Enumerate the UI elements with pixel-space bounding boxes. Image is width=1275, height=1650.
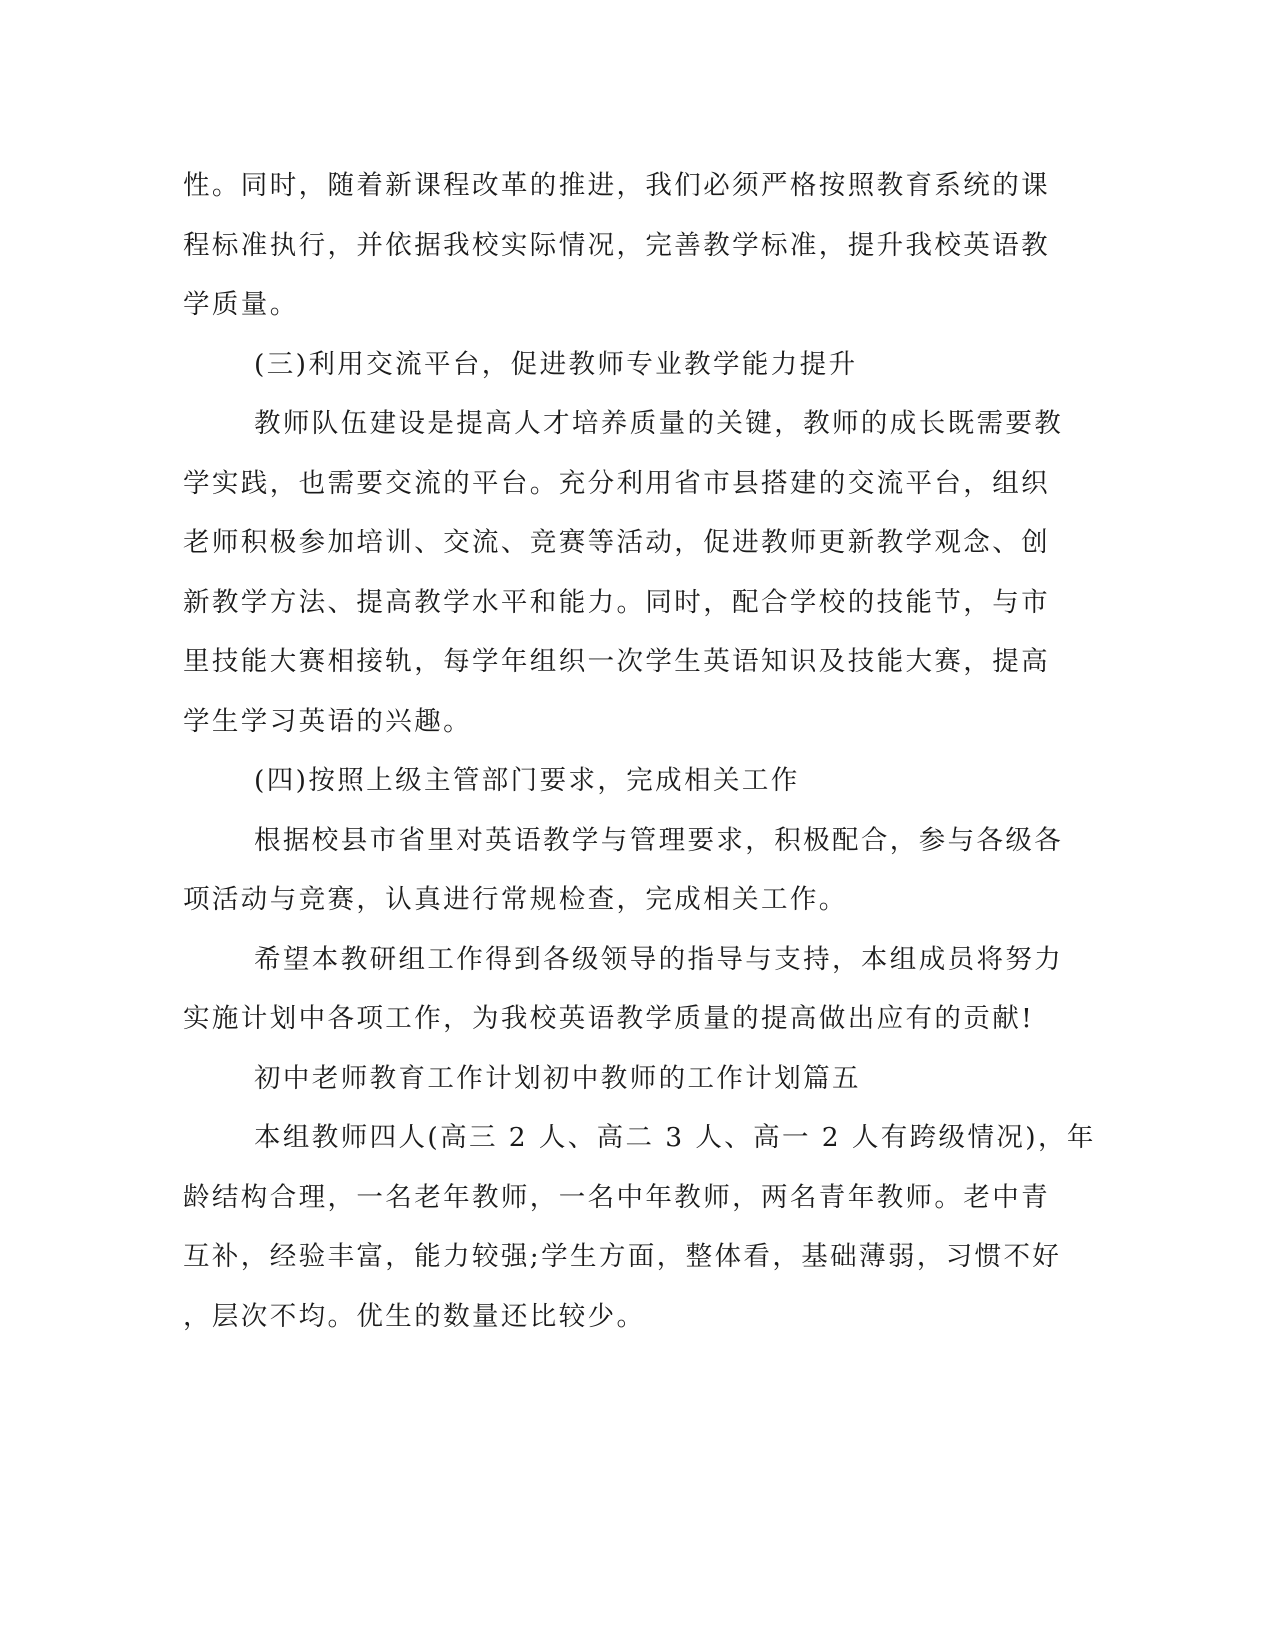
text-line: 里技能大赛相接轨，每学年组织一次学生英语知识及技能大赛，提高 [183,646,1050,677]
text-line: 教师队伍建设是提高人才培养质量的关键，教师的成长既需要教 [254,408,1064,439]
text-line: 新教学方法、提高教学水平和能力。同时，配合学校的技能节，与市 [183,586,1050,618]
text-line: 程标准执行，并依据我校实际情况，完善教学标准，提升我校英语教 [183,229,1050,261]
text-line: 龄结构合理，一名老年教师，一名中年教师，两名青年教师。老中青 [183,1181,1050,1213]
text-line: 互补，经验丰富，能力较强;学生方面，整体看，基础薄弱，习惯不好 [183,1241,1062,1272]
document-body [183,156,1096,1346]
text-line: 本组教师四人(高三 2 人、高二 3 人、高一 2 人有跨级情况)，年 [254,1122,1096,1153]
section-heading-3: (三)利用交流平台，促进教师专业教学能力提升 [254,348,858,380]
text-line: 项活动与竞赛，认真进行常规检查，完成相关工作。 [183,884,848,915]
text-line: 实施计划中各项工作，为我校英语教学质量的提高做出应有的贡献! [183,1003,1035,1034]
text-line: 学生学习英语的兴趣。 [183,705,472,737]
text-line: 根据校县市省里对英语教学与管理要求，积极配合，参与各级各 [254,824,1064,856]
text-line: 学质量。 [183,289,299,320]
text-line: 希望本教研组工作得到各级领导的指导与支持，本组成员将努力 [254,943,1064,975]
text-line: 性。同时，随着新课程改革的推进，我们必须严格按照教育系统的课 [183,170,1050,201]
section-heading-4: (四)按照上级主管部门要求，完成相关工作 [254,765,800,796]
text-line: 老师积极参加培训、交流、竞赛等活动，促进教师更新教学观念、创 [183,527,1050,558]
text-line: 学实践，也需要交流的平台。充分利用省市县搭建的交流平台，组织 [183,467,1050,499]
article-title: 初中老师教育工作计划初中教师的工作计划篇五 [254,1062,861,1094]
text-line: ，层次不均。优生的数量还比较少。 [183,1300,646,1332]
